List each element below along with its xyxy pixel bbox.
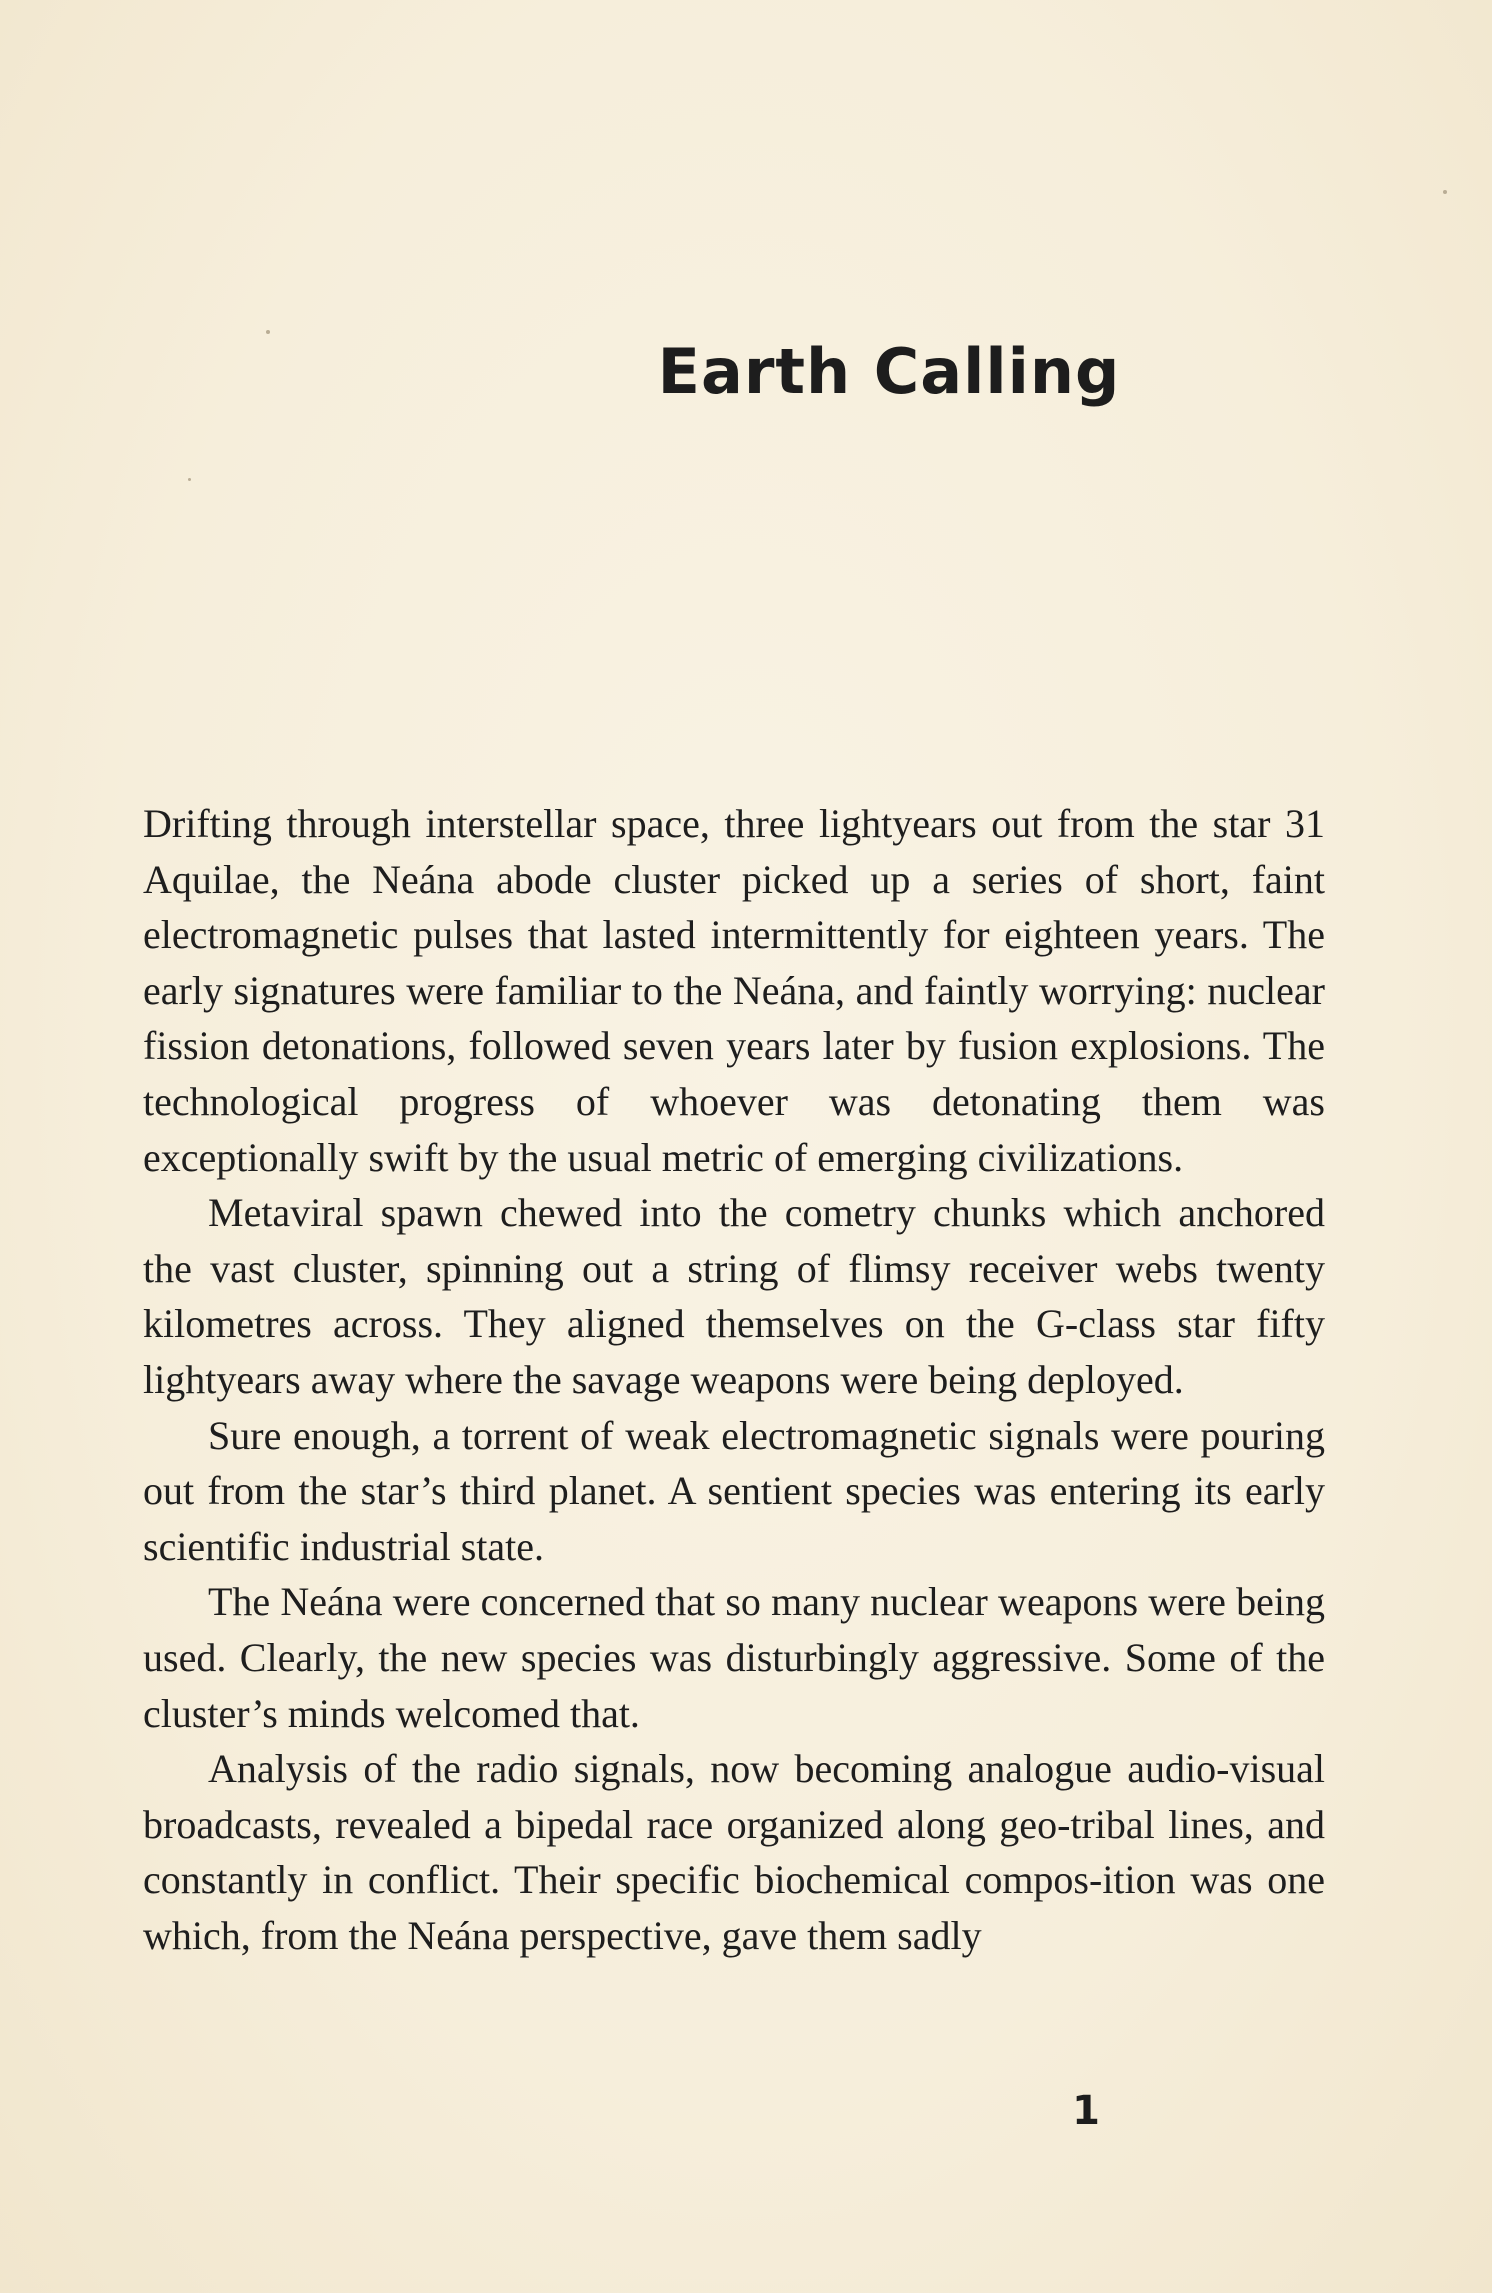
- paper-speck: [266, 330, 270, 334]
- paragraph: Analysis of the radio signals, now becoming analogue audio-visual broadcasts, revealed a bipedal race organized along geo-tribal lines, and constantly in conflict. Their specific biochemical compos-ition was one which, from the Neána perspective, gave them sadly: [143, 1746, 1325, 1958]
- page-number: 1: [1072, 2088, 1100, 2134]
- paragraph: Sure enough, a torrent of weak electromagnetic signals were pouring out from the star’s third planet. A sentient species was entering its early scientific industrial state.: [143, 1412, 1325, 1569]
- paragraph: The Neána were concerned that so many nuclear weapons were being used. Clearly, the new species was disturbingly aggressive. Some of the cluster’s minds welcomed that.: [143, 1579, 1325, 1736]
- chapter-body: [143, 796, 1325, 1963]
- paragraph: Metaviral spawn chewed into the cometry chunks which anchored the vast cluster, spinning out a string of flimsy receiver webs twenty kilometres across. They aligned themselves on the G-class star fifty lightyears away where the savage weapons were being deployed.: [143, 1190, 1325, 1402]
- paper-speck: [188, 478, 191, 481]
- paragraph: Drifting through interstellar space, three lightyears out from the star 31 Aquilae, the Neána abode cluster picked up a series of short, faint electromagnetic pulses that lasted intermittently for eighteen years. The early signatures were familiar to the Neána, and faintly worrying: nuclear fission detonations, followed seven years later by fusion explosions. The technological progress of whoever was detonating them was exceptionally swift by the usual metric of emerging civilizations.: [143, 801, 1325, 1180]
- chapter-title: Earth Calling: [657, 335, 1121, 408]
- paper-speck: [1443, 190, 1447, 194]
